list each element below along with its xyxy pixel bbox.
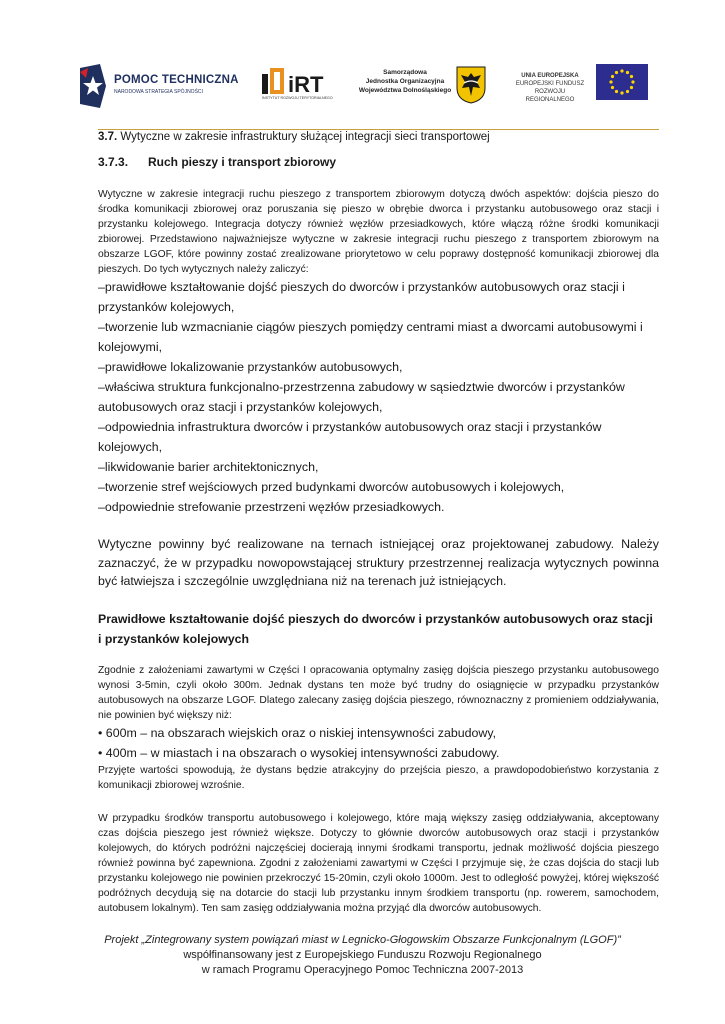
section-title: Ruch pieszy i transport zbiorowy	[148, 155, 337, 169]
irt-logo-text: iRT	[288, 72, 324, 94]
pomoc-techniczna-logo	[80, 60, 240, 112]
distance-paragraph: Zgodnie z założeniami zawartymi w Części I opracowania optymalny zasięg dojścia pieszego przystanku autobusowego wynosi 3-5min, czyli około 300m. Jednak dystans ten może być trudny do osiągnięcie w przypadku przystanków autobusowych na obszarze LGOF. Dlatego zalecany zasięg dojścia pieszego, równoznaczny z promieniem oddziaływania, nie powinien być większy niż:	[98, 664, 659, 721]
dash-marker: –	[98, 320, 105, 334]
list-item	[98, 317, 659, 357]
irt-subtitle: INSTYTUT ROZWOJU TERYTORIALNEGO	[262, 96, 333, 100]
pomoc-techniczna-title: POMOC TECHNICZNA	[114, 74, 239, 86]
running-header-number: 3.7.	[98, 131, 118, 143]
eu-text	[510, 72, 590, 104]
jednostka-text	[358, 68, 452, 95]
eagle-crest-icon	[456, 66, 486, 104]
list-item	[98, 497, 659, 517]
distance-bullet-list	[98, 723, 659, 763]
bullet-marker: •	[98, 745, 103, 760]
section-number: 3.7.3.	[98, 155, 129, 169]
dash-marker: –	[98, 460, 105, 474]
bullet-text: 600m – na obszarach wiejskich oraz o niskiej intensywności zabudowy,	[105, 725, 497, 740]
bullet-text: 400m – w miastach i na obszarach o wysokiej intensywności zabudowy.	[105, 745, 500, 760]
irt-logo	[262, 60, 344, 112]
list-item-text: odpowiednia infrastruktura dworców i przystanków autobusowych oraz stacji i przystanków kolejowych,	[98, 420, 602, 454]
footer-program-line: w ramach Programu Operacyjnego Pomoc Techniczna 2007-2013	[201, 964, 524, 976]
list-item-text: prawidłowe kształtowanie dojść pieszych do dworców i przystanków autobusowych oraz stacji i przystanków kolejowych,	[98, 280, 625, 314]
page-footer	[60, 933, 665, 978]
eu-line2: EUROPEJSKI FUNDUSZ	[515, 81, 585, 87]
irt-mark-icon	[262, 68, 328, 94]
list-item-text: prawidłowe lokalizowanie przystanków autobusowych,	[104, 360, 403, 374]
guideline-list	[98, 277, 659, 517]
list-item	[98, 477, 659, 497]
dash-marker: –	[98, 280, 105, 294]
logo-bar	[80, 60, 650, 112]
document-body	[98, 155, 659, 916]
pomoc-techniczna-star-icon	[80, 64, 106, 108]
list-item-text: likwidowanie barier architektonicznych,	[104, 460, 319, 474]
eu-line1: UNIA EUROPEJSKA	[521, 73, 579, 79]
dash-marker: –	[98, 380, 105, 394]
list-item-text: właściwa struktura funkcjonalno-przestrzenna zabudowy w sąsiedztwie dworców i przystanków autobusowych oraz stacji i przystanków kolejowych,	[98, 380, 625, 414]
eu-line3: ROZWOJU REGIONALNEGO	[525, 89, 575, 103]
bullet-item	[98, 743, 659, 763]
dash-marker: –	[98, 420, 105, 434]
eu-flag-icon	[596, 64, 648, 100]
bullet-marker: •	[98, 725, 103, 740]
list-item	[98, 377, 659, 417]
pomoc-techniczna-subtitle: NARODOWA STRATEGIA SPÓJNOŚCI	[114, 89, 203, 95]
jednostka-line2: Jednostka Organizacyjna	[365, 78, 445, 85]
attractiveness-paragraph: Przyjęte wartości spowodują, że dystans będzie atrakcyjny do przejścia pieszo, a prawdopodobieństwo korzystania z komunikacji zbiorowej wzrośnie.	[98, 764, 659, 791]
list-item-text: odpowiednie strefowanie przestrzeni węzłów przesiadkowych.	[104, 500, 445, 514]
dash-marker: –	[98, 500, 105, 514]
footer-project-line: Projekt „Zintegrowany system powiązań miast w Legnicko-Głogowskim Obszarze Funkcjonalnym (LGOF)”	[104, 934, 621, 946]
list-item	[98, 357, 659, 377]
jednostka-logo	[358, 60, 494, 112]
eu-logo	[510, 60, 650, 112]
footer-funding-line: współfinansowany jest z Europejskiego Funduszu Rozwoju Regionalnego	[183, 949, 542, 961]
rail-paragraph: W przypadku środków transportu autobusowego i kolejowego, które mają większy zasięg oddziaływania, akceptowany czas dojścia pieszego jest również większe. Dotyczy to głównie dworców autobusowych oraz stacji i przystanków kolejowych, do których podróżni najczęściej docierają innymi środkami transportu, jednak możliwość dojścia pieszego również powinna być zapewniona. Zgodni z założeniami zawartymi w Części I przyjmuje się, że czas dojścia do stacji lub przystanku kolejowego nie powinien przekroczyć 15-20min, czyli około 1000m. Jest to odległość powyżej, której większość podróżnych decydują się na dotarcie do stacji lub przystanku innym środkiem transportu (np. rowerem, samochodem, autobusem lokalnym). Ten sam zasięg oddziaływania można przyjąć dla dworców autobusowych.	[98, 812, 659, 914]
running-header	[98, 129, 659, 143]
dash-marker: –	[98, 480, 105, 494]
intro-paragraph: Wytyczne w zakresie integracji ruchu pieszego z transportem zbiorowym dotyczą dwóch aspektów: dojścia pieszo do środka komunikacji zbiorowej oraz poruszania się pieszo w obrębie dworca i przystanku autobusowego oraz stacji i przystanku kolejowego. Integracja dotyczy również węzłów przesiadkowych, które włączą różne środki komunikacji zbiorowej. Przedstawiono najważniejsze wytyczne w zakresie integracji ruchu pieszego z transportem zbiorowym na obszarze LGOF, które powinny zostać zrealizowane priorytetowo w celu poprawy dostępność komunikacji zbiorowej dla pieszych. Do tych wytycznych należy zaliczyć:	[98, 189, 659, 275]
list-item	[98, 277, 659, 317]
bullet-item	[98, 723, 659, 743]
running-header-title: Wytyczne w zakresie infrastruktury służącej integracji sieci transportowej	[120, 131, 490, 143]
section-heading	[98, 155, 659, 169]
list-item	[98, 417, 659, 457]
dash-marker: –	[98, 360, 105, 374]
jednostka-line1: Samorządowa	[383, 69, 427, 76]
list-item	[98, 457, 659, 477]
subsection-heading: Prawidłowe kształtowanie dojść pieszych do dworców i przystanków autobusowych oraz stacji i przystanków kolejowych	[98, 611, 653, 646]
realization-paragraph: Wytyczne powinny być realizowane na ternach istniejącej oraz projektowanej zabudowy. Należy zaznaczyć, że w przypadku nowopowstającej struktury przestrzennej realizacja wytycznych powinna być łatwiejsza i szczególnie uwzględniana niż na terenach już istniejących.	[98, 537, 659, 588]
list-item-text: tworzenie lub wzmacnianie ciągów pieszych pomiędzy centrami miast a dworcami autobusowymi i kolejowymi,	[98, 320, 643, 354]
list-item-text: tworzenie stref wejściowych przed budynkami dworców autobusowych i kolejowych,	[104, 480, 565, 494]
jednostka-line3: Województwa Dolnośląskiego	[358, 87, 452, 94]
